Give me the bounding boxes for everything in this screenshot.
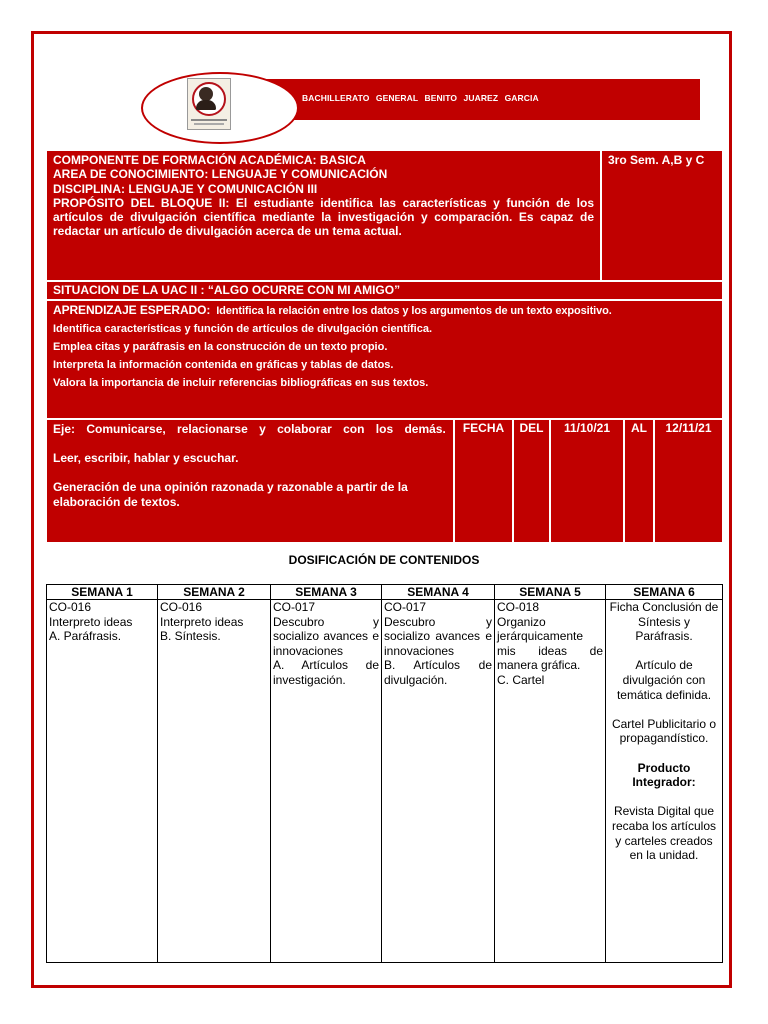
cell-semana-5 — [495, 600, 606, 963]
eje-line: Generación de una opinión razonada y razonable a partir de la elaboración de textos. — [53, 480, 408, 509]
header-semana-6: SEMANA 6 — [606, 585, 723, 600]
info-block — [47, 151, 600, 280]
fecha-inicio: 11/10/21 — [551, 420, 623, 542]
aprendizaje-item: Interpreta la información contenida en gráficas y tablas de datos. — [53, 359, 394, 371]
al-label: AL — [625, 420, 653, 542]
topic: Descubro y socializo avances e innovaciones — [384, 614, 492, 658]
semestre-cell: 3ro Sem. A,B y C — [602, 151, 722, 280]
producto-integrador-label: Producto Integrador: — [632, 760, 696, 790]
code: CO-016 — [49, 600, 92, 614]
school-name: BACHILLERATO GENERAL BENITO JUAREZ GARCIA — [302, 93, 539, 103]
info-area: AREA DE CONOCIMIENTO: LENGUAJE Y COMUNICACIÓN — [53, 167, 388, 182]
cell-semana-2 — [158, 600, 271, 963]
subtopic: B. Artículos de divulgación. — [384, 658, 492, 687]
cell-semana-4 — [382, 600, 495, 963]
aprendizaje-item: Valora la importancia de incluir referencias bibliográficas en sus textos. — [53, 377, 429, 389]
eje-line: Eje: Comunicarse, relacionarse y colaborar con los demás. — [53, 422, 446, 436]
situacion-title: SITUACION DE LA UAC II : “ALGO OCURRE CON MI AMIGO” — [47, 282, 722, 299]
ficha-text: Ficha Conclusión de Síntesis y Paráfrasis. — [609, 600, 719, 644]
revista-text: Revista Digital que recaba los artículos y carteles creados en la unidad. — [611, 804, 717, 863]
header-semana-2: SEMANA 2 — [158, 585, 271, 600]
topic: Organizo jerárquicamente mis ideas de manera gráfica. — [497, 614, 603, 673]
schedule-table — [46, 584, 723, 963]
dosificacion-title: DOSIFICACIÓN DE CONTENIDOS — [288, 553, 480, 567]
subtopic: B. Síntesis. — [160, 629, 221, 644]
fecha-label: FECHA — [455, 420, 512, 542]
topic: Interpreto ideas — [49, 614, 133, 629]
aprendizaje-label: APRENDIZAJE ESPERADO: — [53, 303, 211, 317]
info-proposito: PROPÓSITO DEL BLOQUE II: El estudiante identifica las características y función de los artículos de divulgación científica mediante la investigación y comparación. Es capaz de redactar un artículo de divulgación acerca de un tema actual. — [53, 195, 594, 239]
code: CO-017 — [273, 600, 316, 614]
code: CO-016 — [160, 600, 203, 614]
subtopic: C. Cartel — [497, 672, 545, 687]
cell-semana-3 — [271, 600, 382, 963]
aprendizaje-item: Identifica características y función de artículos de divulgación científica. — [53, 323, 433, 335]
table-row — [47, 600, 723, 963]
header-semana-5: SEMANA 5 — [495, 585, 606, 600]
cell-semana-1 — [47, 600, 158, 963]
code: CO-017 — [384, 600, 427, 614]
eje-block — [47, 420, 453, 542]
subtopic: A. Paráfrasis. — [49, 629, 122, 644]
eje-line: Leer, escribir, hablar y escuchar. — [53, 451, 239, 466]
topic: Interpreto ideas — [160, 614, 244, 629]
aprendizaje-block — [47, 301, 722, 418]
header-semana-1: SEMANA 1 — [47, 585, 158, 600]
code: CO-018 — [497, 600, 540, 614]
table-header-row — [47, 585, 723, 600]
articulo-text: Artículo de divulgación con temática definida. — [616, 658, 712, 702]
cell-semana-6 — [606, 600, 723, 963]
header-semana-3: SEMANA 3 — [271, 585, 382, 600]
topic: Descubro y socializo avances e innovaciones — [273, 614, 379, 658]
school-logo — [187, 78, 231, 130]
info-disciplina: DISCIPLINA: LENGUAJE Y COMUNICACIÓN III — [53, 181, 318, 196]
subtopic: A. Artículos de investigación. — [273, 658, 379, 687]
fecha-fin: 12/11/21 — [655, 420, 722, 542]
aprendizaje-item: Emplea citas y paráfrasis en la construcción de un texto propio. — [53, 341, 388, 353]
cartel-text: Cartel Publicitario o propagandístico. — [611, 716, 717, 746]
del-label: DEL — [514, 420, 549, 542]
aprendizaje-item: Identifica la relación entre los datos y los argumentos de un texto expositivo. — [216, 305, 612, 317]
info-componente: COMPONENTE DE FORMACIÓN ACADÉMICA: BASICA — [53, 153, 366, 167]
header-semana-4: SEMANA 4 — [382, 585, 495, 600]
